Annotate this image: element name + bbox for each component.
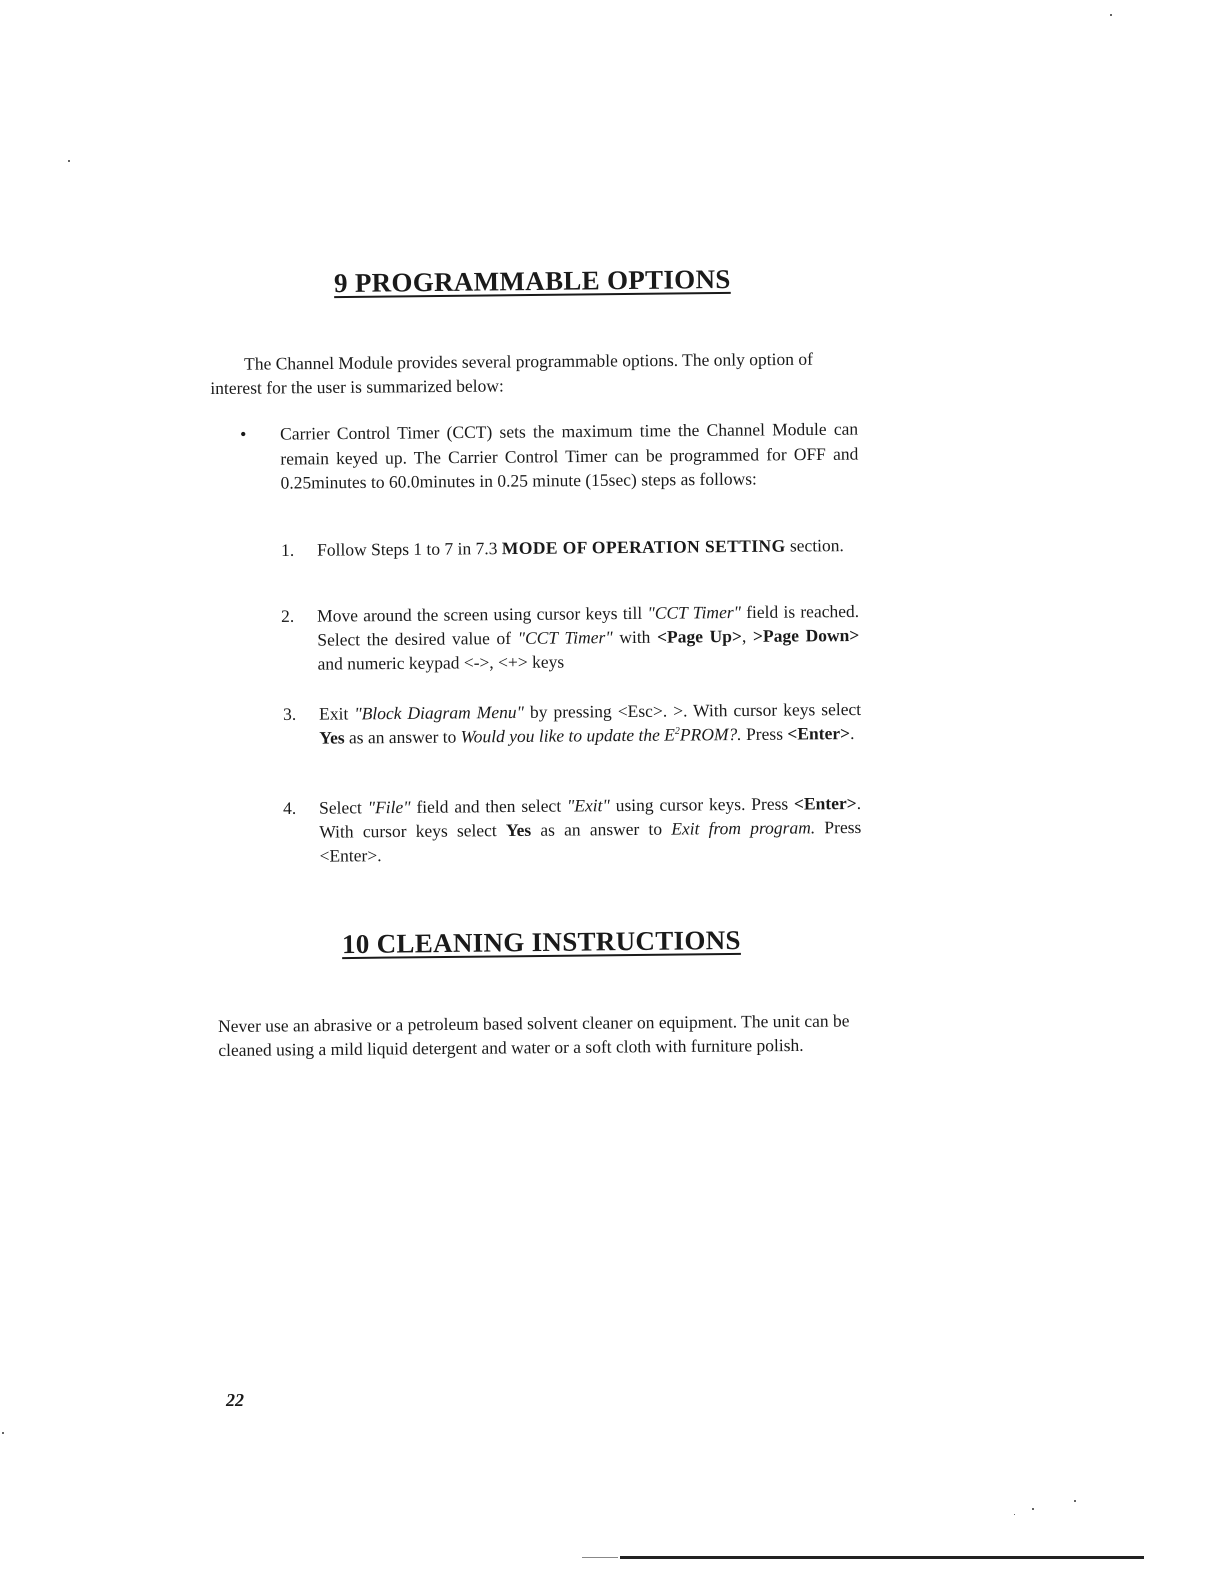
step-text xyxy=(319,697,861,750)
scan-speck xyxy=(1074,1500,1076,1502)
step-text-part: , xyxy=(741,625,754,646)
step-text xyxy=(317,599,860,676)
section-reference: MODE OF OPERATION SETTING xyxy=(501,535,786,559)
step-text-part: Exit xyxy=(319,703,355,724)
step-text-part: with xyxy=(612,626,658,648)
answer-yes: Yes xyxy=(505,819,532,841)
prompt-question-end: PROM?. xyxy=(679,723,742,745)
menu-name: "Block Diagram Menu" xyxy=(354,701,524,724)
step-text-part: using cursor keys. Press xyxy=(609,793,795,816)
step-text xyxy=(317,533,859,562)
page-number: 22 xyxy=(226,1390,244,1410)
scan-speck xyxy=(1032,1508,1034,1510)
programmable-intro: The Channel Module provides several programmable options. The only option of interest for the user is summarized below: xyxy=(210,348,813,398)
prompt-question-start: Would you like to update the E xyxy=(460,724,675,747)
step-text xyxy=(319,791,862,868)
key-name: >Page Down> xyxy=(752,624,860,646)
section-9-heading: 9 PROGRAMMABLE OPTIONS xyxy=(333,263,731,299)
step-text-part: . With cursor keys select xyxy=(319,792,862,842)
field-name: "CCT Timer" xyxy=(517,627,613,648)
prompt-question: Exit from program. xyxy=(671,817,816,839)
step-text-part: field and then select xyxy=(410,795,568,817)
superscript: 2 xyxy=(674,725,680,737)
answer-yes: Yes xyxy=(319,727,345,748)
scan-speck xyxy=(2,1432,4,1434)
section-10-heading: 10 CLEANING INSTRUCTIONS xyxy=(341,924,741,960)
step-text-part: by pressing <Esc>. >. With cursor keys select xyxy=(523,698,862,722)
scan-speck xyxy=(68,160,70,162)
field-name: "CCT Timer" xyxy=(647,601,742,623)
step-3 xyxy=(283,697,863,748)
step-text-part: . xyxy=(849,723,855,744)
step-text-part: Follow Steps 1 to 7 in 7.3 xyxy=(317,538,502,560)
step-1 xyxy=(281,533,861,560)
scan-edge-line xyxy=(582,1557,618,1558)
step-text-part: Move around the screen using cursor keys till xyxy=(317,602,648,626)
cct-bullet-item xyxy=(240,417,860,493)
step-text-part: section. xyxy=(785,535,844,556)
step-number: 3. xyxy=(283,703,297,724)
step-2 xyxy=(281,599,861,674)
step-text-part: as an answer to xyxy=(344,726,461,748)
field-name: "Exit" xyxy=(566,795,610,816)
bullet-icon: • xyxy=(240,423,247,444)
prompt-question xyxy=(461,724,742,746)
field-name: "File" xyxy=(367,796,411,818)
step-text-part: Press <Enter>. xyxy=(319,816,862,866)
scan-edge-line xyxy=(620,1556,1144,1559)
step-number: 2. xyxy=(281,605,295,626)
step-text-part: as an answer to xyxy=(531,818,672,840)
scan-speck xyxy=(1110,14,1112,16)
step-4 xyxy=(283,791,863,866)
step-number: 1. xyxy=(281,539,295,560)
step-number: 4. xyxy=(283,797,297,818)
step-text-part: field is reached. Select the desired value of xyxy=(317,600,860,650)
key-name: <Page Up> xyxy=(656,625,743,647)
step-text-part: and numeric keypad <->, <+> keys xyxy=(317,651,565,674)
step-text-part: Select xyxy=(319,797,368,818)
step-text-part: Press xyxy=(741,723,788,744)
key-name: <Enter> xyxy=(787,723,851,744)
key-name: <Enter> xyxy=(793,792,857,814)
cleaning-text: Never use an abrasive or a petroleum based solvent cleaner on equipment. The unit can be cleaned using a mild liquid detergent and water or a soft cloth with furniture polish. xyxy=(218,1010,850,1060)
scan-speck xyxy=(1014,1514,1015,1515)
cct-bullet-text: Carrier Control Timer (CCT) sets the maximum time the Channel Module can remain keyed up. The Carrier Control Timer can be programmed for OFF and 0.25minutes to 60.0minutes in 0.25 minute (15sec) steps as follows: xyxy=(280,418,859,493)
